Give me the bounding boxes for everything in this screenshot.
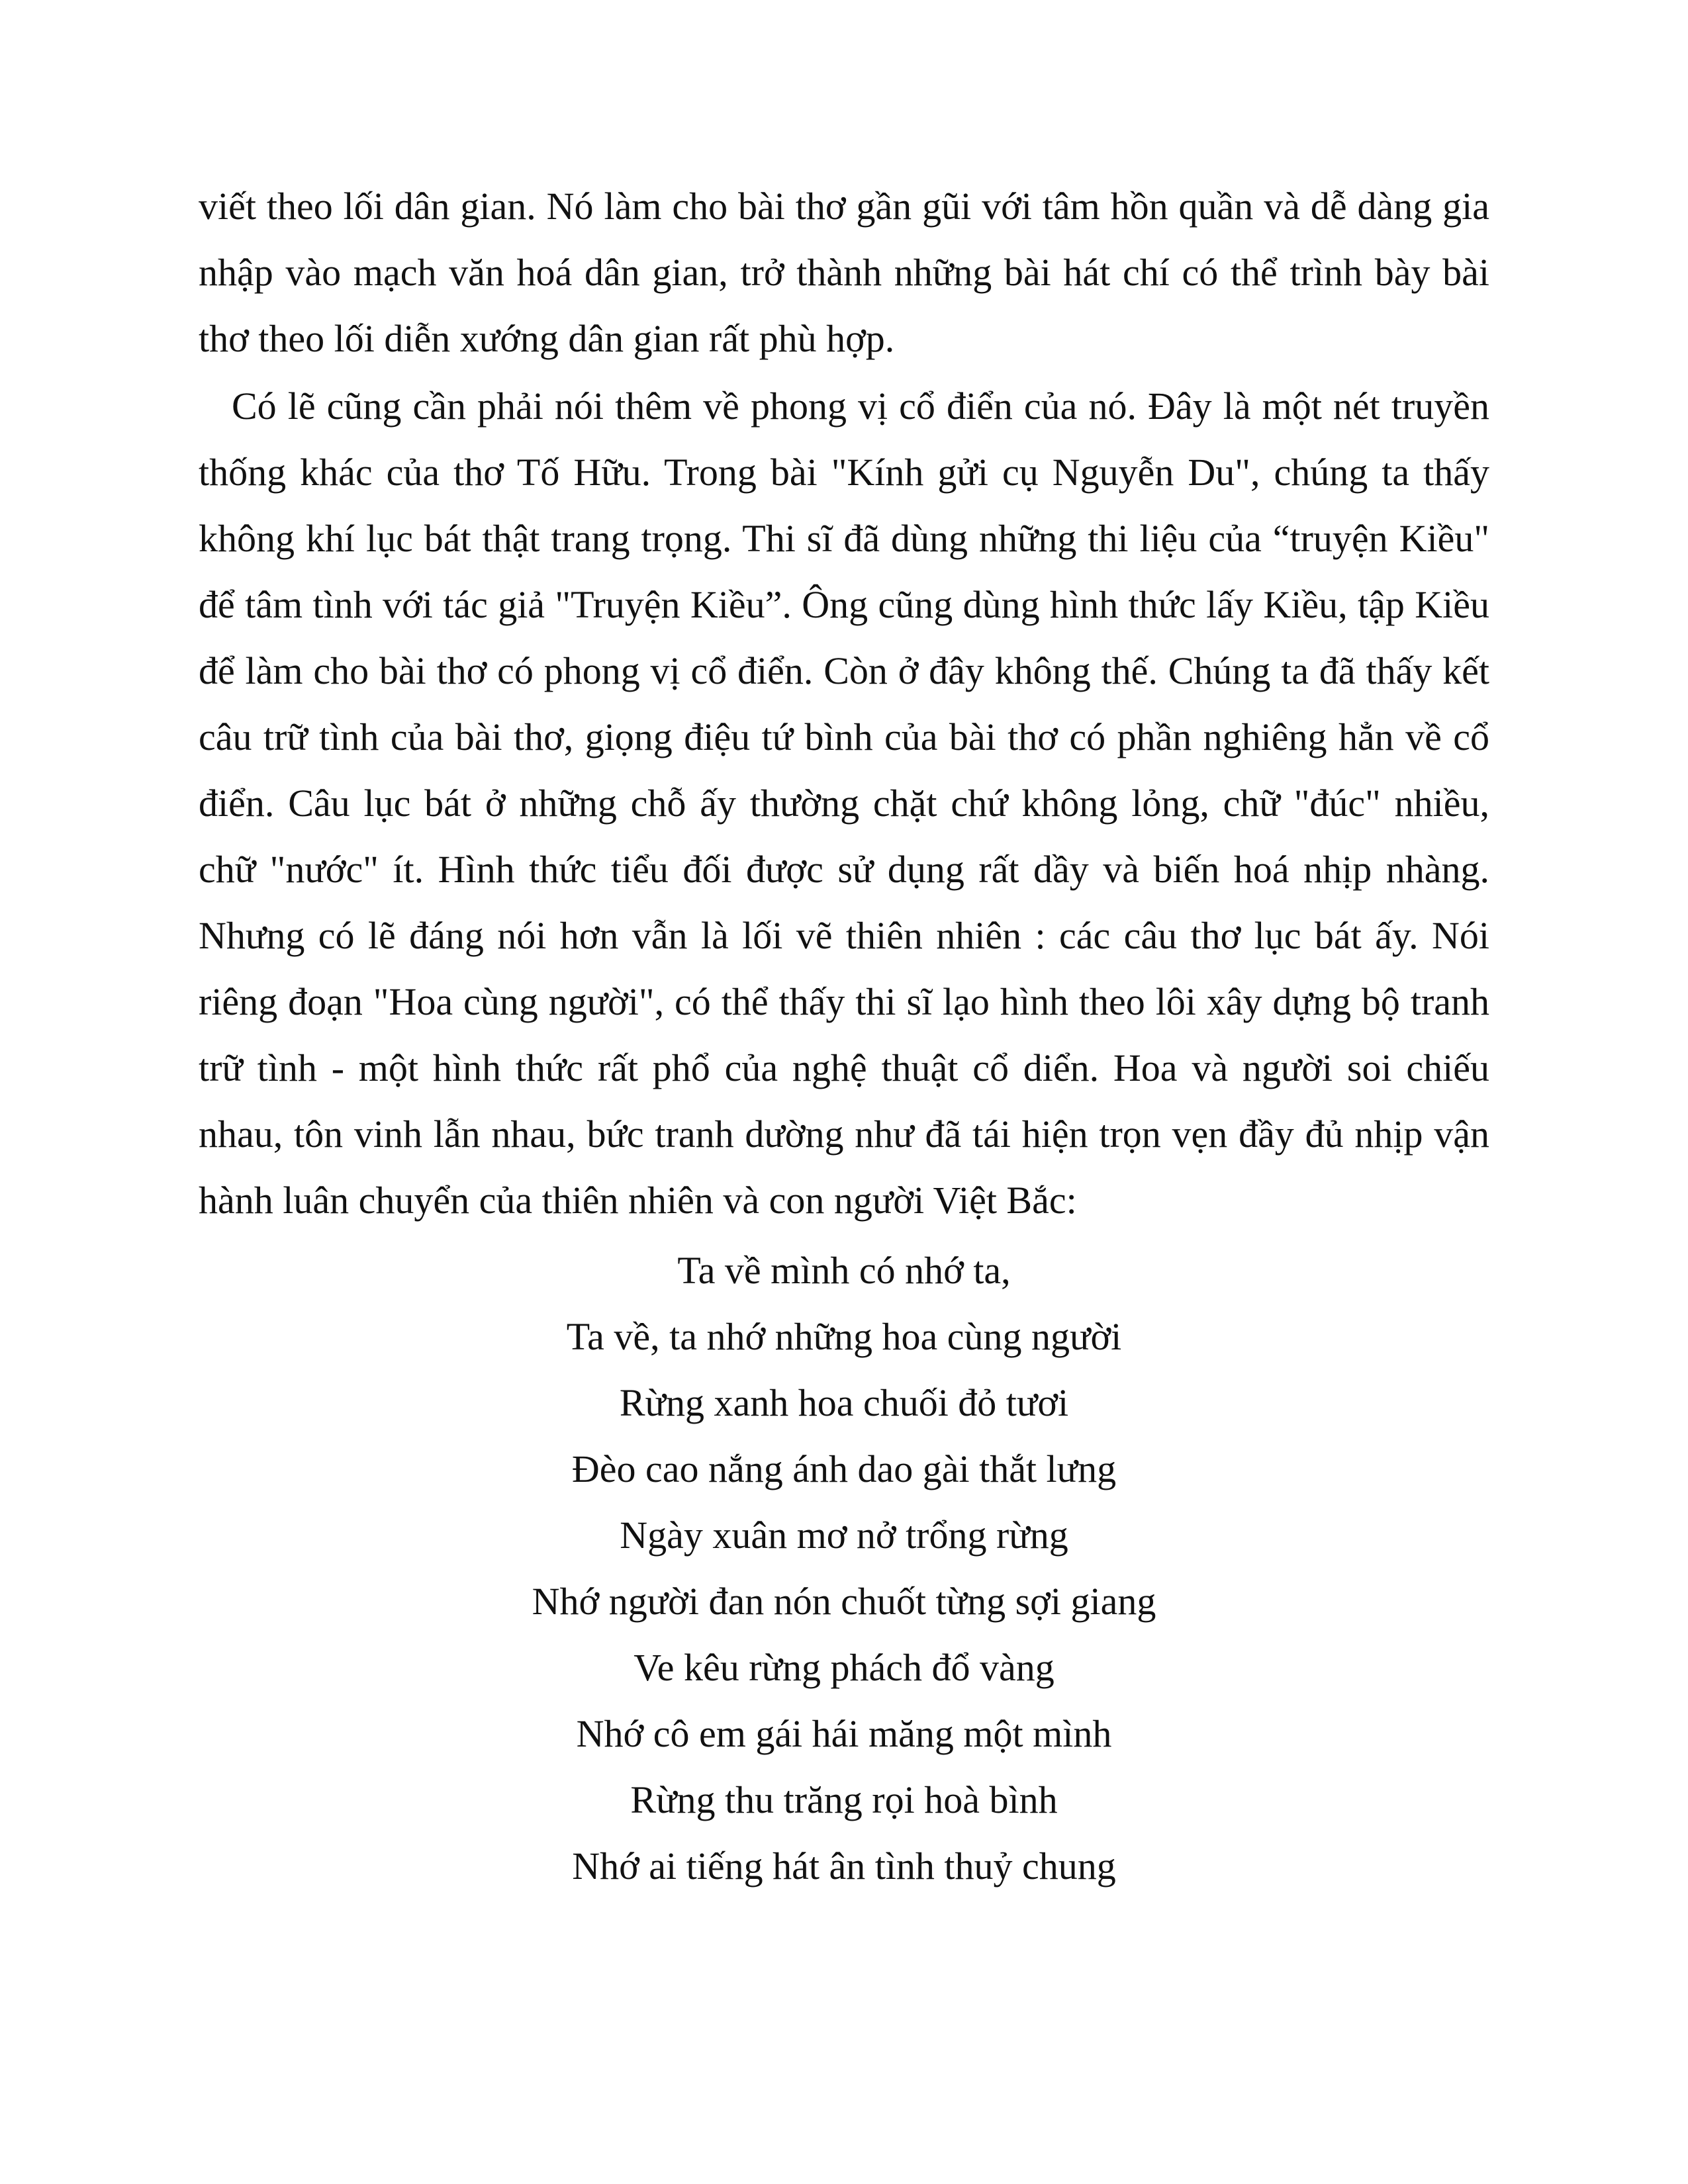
poem-line: Nhớ người đan nón chuốt từng sợi giang [532,1580,1156,1623]
poem-line: Rừng xanh hoa chuối đỏ tươi [619,1381,1069,1424]
poem-line: Rừng thu trăng rọi hoà bình [630,1778,1058,1821]
poem-line: Nhớ cô em gái hái măng một mình [576,1712,1112,1755]
poem-line: Đèo cao nắng ánh dao gài thắt lưng [571,1447,1117,1490]
paragraph-text: Có lẽ cũng cần phải nói thêm về phong vị cổ điển của nó. Đây là một nét truyền thống khác của thơ Tố Hữu. Trong bài "Kính gửi cụ Nguyễn Du", chúng ta thấy không khí lục bát thật trang trọng. Thi sĩ đã dùng những thi liệu của “truyện Kiều" để tâm tình với tác giả "Truyện Kiều”. Ông cũng dùng hình thức lấy Kiều, tập Kiều để làm cho bài thơ có phong vị cổ điển. Còn ở đây không thế. Chúng ta đã thấy kết câu trữ tình của bài thơ, giọng điệu tứ bình của bài thơ có phần nghiêng hẳn về cổ điển. Câu lục bát ở những chỗ ấy thường chặt chứ không lỏng, chữ "đúc" nhiều, chữ "nước" ít. Hình thức tiểu đối được sử dụng rất dầy và biến hoá nhịp nhàng. Nhưng có lẽ đáng nói hơn vẫn là lối vẽ thiên nhiên : các câu thơ lục bát ấy. Nói riêng đoạn "Hoa cùng người", có thể thấy thi sĩ lạo hình theo lôi xây dựng bộ tranh trữ tình - một hình thức rất phổ của nghệ thuật cổ diển. Hoa và người soi chiếu nhau, tôn vinh lẫn nhau, bức tranh dường như đã tái hiện trọn vẹn đầy đủ nhịp vận hành luân chuyển của thiên nhiên và con người Việt Bắc: [199,385,1489,1222]
poem-line: Ta về, ta nhớ những hoa cùng người [566,1315,1122,1358]
poem-line: Ve kêu rừng phách đổ vàng [633,1646,1055,1689]
poem-line: Ngày xuân mơ nở trổng rừng [620,1514,1068,1557]
body-paragraph [199,373,1489,1234]
poem-line: Nhớ ai tiếng hát ân tình thuỷ chung [572,1844,1116,1888]
paragraph-text: viết theo lối dân gian. Nó làm cho bài thơ gần gũi với tâm hồn quần và dễ dàng gia nhập vào mạch văn hoá dân gian, trở thành những bài hát chí có thể trình bày bài thơ theo lối diễn xướng dân gian rất phù hợp. [199,185,1489,360]
poem-stanza [199,1238,1489,1899]
poem-line: Ta về mình có nhớ ta, [677,1249,1011,1292]
body-paragraph [199,173,1489,372]
